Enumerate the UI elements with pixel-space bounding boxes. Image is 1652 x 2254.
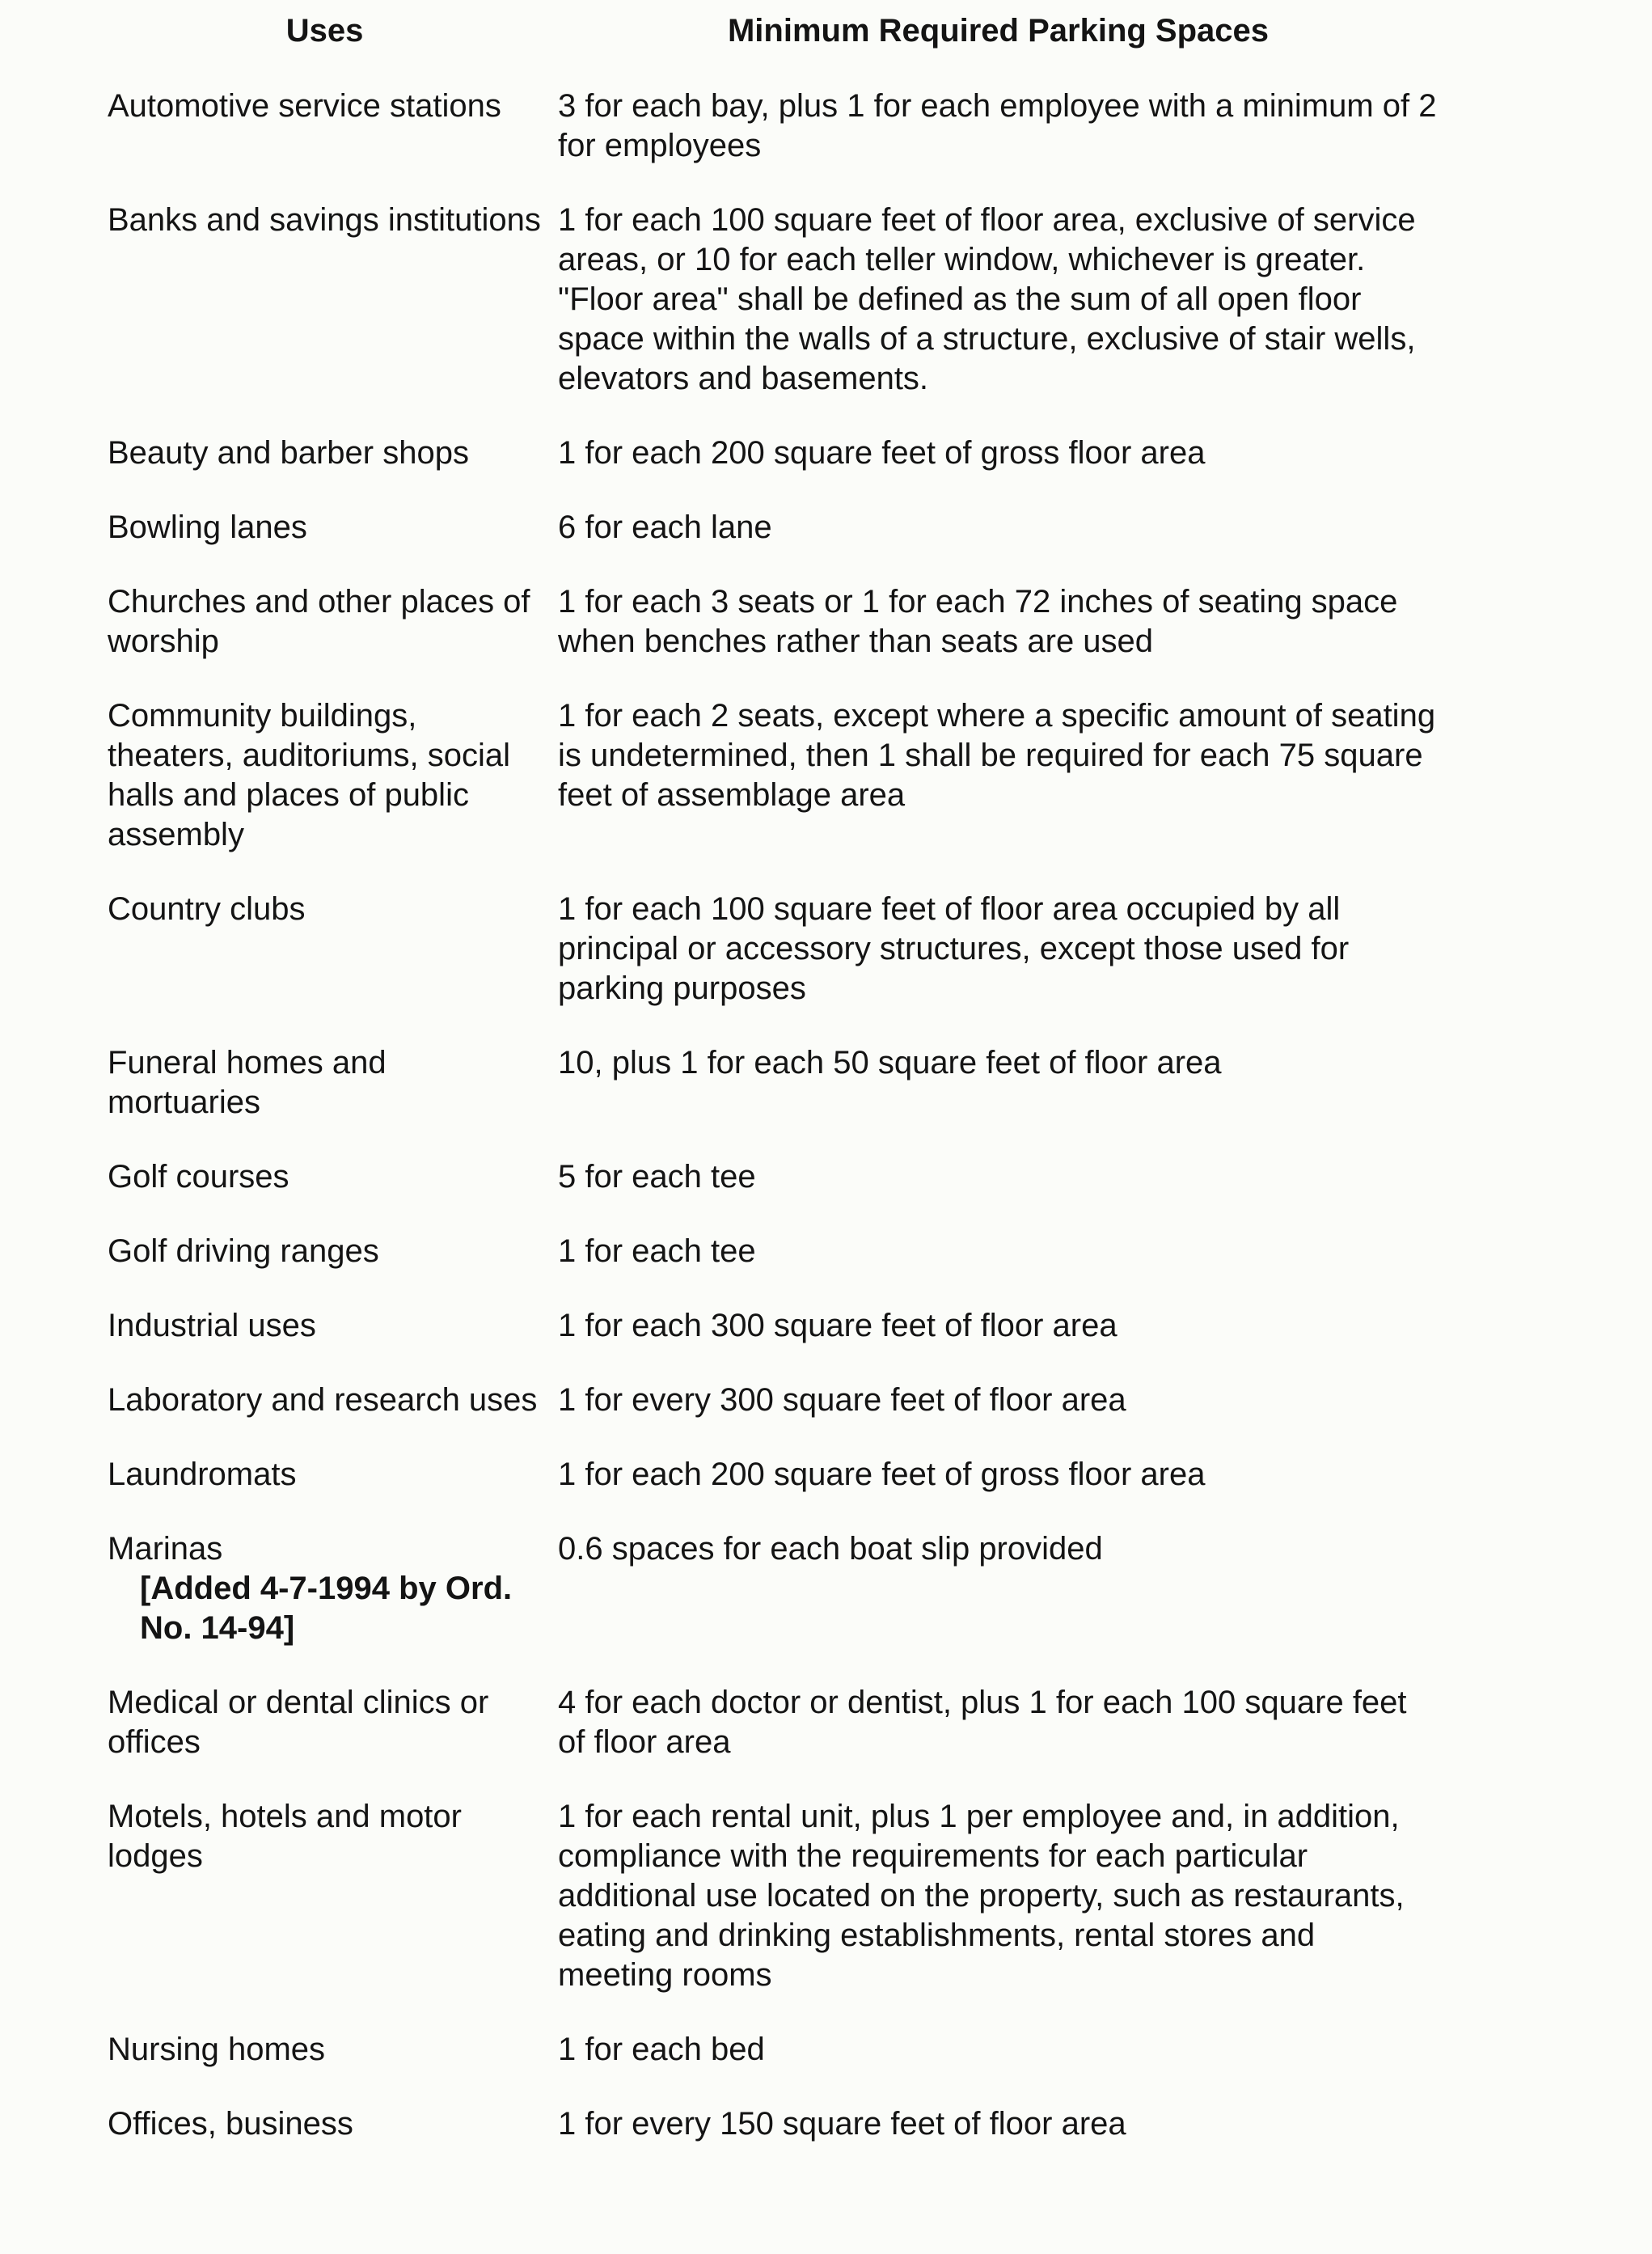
- table-row: [108, 2030, 1439, 2104]
- requirement-cell: 10, plus 1 for each 50 square feet of floor area: [558, 1045, 1222, 1080]
- requirement-cell: 1 for each bed: [558, 2032, 765, 2067]
- requirement-cell: 0.6 spaces for each boat slip provided: [558, 1531, 1103, 1567]
- header-row: [108, 11, 1439, 87]
- parking-requirements-table: [108, 11, 1439, 2179]
- table-row: [108, 1381, 1439, 1455]
- table-row: [108, 1157, 1439, 1232]
- table-row: [108, 1683, 1439, 1797]
- use-cell: Medical or dental clinics or offices: [108, 1685, 489, 1760]
- requirement-cell: 3 for each bay, plus 1 for each employee with a minimum of 2 for employees: [558, 88, 1437, 163]
- table-row: [108, 1529, 1439, 1683]
- table-row: [108, 87, 1439, 201]
- use-cell: Bowling lanes: [108, 510, 307, 545]
- use-cell: Laundromats: [108, 1457, 297, 1492]
- requirement-cell: 1 for each 3 seats or 1 for each 72 inches of seating space when benches rather than seats are used: [558, 584, 1398, 659]
- use-cell: Golf courses: [108, 1159, 289, 1195]
- use-cell: Motels, hotels and motor lodges: [108, 1799, 462, 1874]
- table-header: [108, 11, 1439, 87]
- table-row: [108, 1232, 1439, 1306]
- table-body: [108, 87, 1439, 2179]
- use-cell: Industrial uses: [108, 1308, 316, 1343]
- requirement-cell: 1 for each 200 square feet of gross floor area: [558, 1457, 1206, 1492]
- table-row: [108, 1043, 1439, 1157]
- use-cell: Golf driving ranges: [108, 1233, 379, 1269]
- table-row: [108, 582, 1439, 696]
- use-cell: Country clubs: [108, 891, 306, 927]
- table-row: [108, 201, 1439, 433]
- requirement-cell: 1 for each tee: [558, 1233, 756, 1269]
- requirement-cell: 1 for each 100 square feet of floor area occupied by all principal or accessory structures, except those used for parking purposes: [558, 891, 1350, 1006]
- table-row: [108, 1455, 1439, 1529]
- use-cell: [108, 1529, 558, 1683]
- use-cell: Offices, business: [108, 2106, 353, 2142]
- table-row: [108, 890, 1439, 1043]
- use-label: Marinas: [108, 1531, 223, 1567]
- use-cell: Funeral homes and mortuaries: [108, 1045, 387, 1120]
- requirement-cell: 6 for each lane: [558, 510, 772, 545]
- requirement-cell: 1 for each 100 square feet of floor area, exclusive of service areas, or 10 for each teller window, whichever is greater. "Floor area" shall be defined as the sum of all open floor space within the walls of a structure, exclusive of stair wells, elevators and basements.: [558, 202, 1416, 396]
- use-cell: Churches and other places of worship: [108, 584, 530, 659]
- use-cell: Laboratory and research uses: [108, 1382, 538, 1418]
- requirement-cell: 1 for each rental unit, plus 1 per employee and, in addition, compliance with the requirements for each particular additional use located on the property, such as restaurants, eating and drinking establishments, rental stores and meeting rooms: [558, 1799, 1405, 1993]
- use-cell: Banks and savings institutions: [108, 202, 541, 238]
- table-row: [108, 2104, 1439, 2179]
- requirement-cell: 5 for each tee: [558, 1159, 756, 1195]
- table-row: [108, 1797, 1439, 2030]
- use-cell: Beauty and barber shops: [108, 435, 469, 471]
- use-cell: Nursing homes: [108, 2032, 326, 2067]
- table-row: [108, 1306, 1439, 1381]
- requirement-cell: 1 for every 150 square feet of floor area: [558, 2106, 1126, 2142]
- requirement-cell: 4 for each doctor or dentist, plus 1 for each 100 square feet of floor area: [558, 1685, 1407, 1760]
- use-cell: Automotive service stations: [108, 88, 501, 124]
- column-header-uses: Uses: [285, 13, 364, 49]
- amendment-note: [Added 4-7-1994 by Ord. No. 14-94]: [140, 1571, 513, 1646]
- use-cell: Community buildings, theaters, auditoriums, social halls and places of public assembly: [108, 698, 511, 852]
- requirement-cell: 1 for every 300 square feet of floor area: [558, 1382, 1126, 1418]
- table-row: [108, 433, 1439, 508]
- table-row: [108, 696, 1439, 890]
- column-header-requirement: Minimum Required Parking Spaces: [727, 13, 1270, 49]
- requirement-cell: 1 for each 200 square feet of gross floor area: [558, 435, 1206, 471]
- requirement-cell: 1 for each 2 seats, except where a specific amount of seating is undetermined, then 1 shall be required for each 75 square feet of assemblage area: [558, 698, 1436, 813]
- table-row: [108, 508, 1439, 582]
- requirement-cell: 1 for each 300 square feet of floor area: [558, 1308, 1118, 1343]
